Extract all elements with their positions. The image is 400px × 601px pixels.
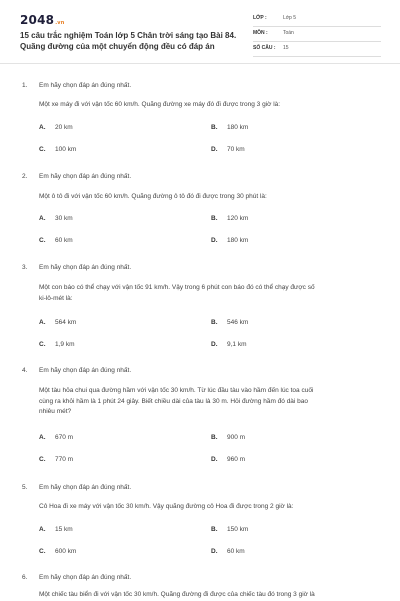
question-instruction: Em hãy chọn đáp án đúng nhất. xyxy=(39,484,132,491)
question-number: 1. xyxy=(22,82,28,89)
meta-value-count: 15 xyxy=(283,45,289,51)
option-d[interactable] xyxy=(211,456,245,463)
option-letter: C. xyxy=(39,456,46,463)
question-text-line: Một con báo có thể chạy với vận tốc 91 km/h. Vậy trong 6 phút con báo đó có thể chạy được số xyxy=(39,284,315,291)
document-title xyxy=(20,31,250,52)
option-letter: A. xyxy=(39,434,46,441)
option-a[interactable] xyxy=(39,526,73,533)
option-text: 9,1 km xyxy=(227,341,247,348)
option-text: 770 m xyxy=(55,456,74,463)
question-text xyxy=(39,502,379,513)
meta-row-grade xyxy=(253,12,381,27)
option-letter: B. xyxy=(211,526,218,533)
option-letter: A. xyxy=(39,319,46,326)
question-instruction: Em hãy chọn đáp án đúng nhất. xyxy=(39,574,132,581)
option-b[interactable] xyxy=(211,124,248,131)
question-text xyxy=(39,590,379,601)
option-letter: D. xyxy=(211,456,218,463)
question-text xyxy=(39,192,379,203)
option-letter: B. xyxy=(211,124,218,131)
option-text: 120 km xyxy=(227,215,249,222)
question-number: 4. xyxy=(22,367,28,374)
option-text: 1,9 km xyxy=(55,341,75,348)
question-text xyxy=(39,283,379,304)
option-text: 564 km xyxy=(55,319,77,326)
option-c[interactable] xyxy=(39,456,73,463)
option-letter: D. xyxy=(211,237,218,244)
site-logo[interactable] xyxy=(20,13,65,27)
question-text xyxy=(39,100,379,111)
question-text-line: Một chiếc tàu biển đi với vận tốc 30 km/h. Quãng đường đi được của chiếc tàu đó trong 3 giờ là xyxy=(39,591,315,598)
question-text-line: Một tàu hỏa chui qua đường hầm với vận tốc 30 km/h. Từ lúc đầu tàu vào hầm đến lúc toa cuối xyxy=(39,387,314,394)
header-divider xyxy=(0,63,400,64)
question-instruction: Em hãy chọn đáp án đúng nhất. xyxy=(39,264,132,271)
option-letter: C. xyxy=(39,237,46,244)
option-text: 30 km xyxy=(55,215,73,222)
logo-main: 2048 xyxy=(20,13,55,27)
question-text-line: nhiêu mét? xyxy=(39,408,72,415)
meta-value-grade: Lớp 5 xyxy=(283,15,297,21)
question-text-line: cùng ra khỏi hầm là 1 phút 24 giây. Biết chiều dài của tàu là 30 m. Hỏi đường hầm đó dài bao xyxy=(39,397,309,405)
option-b[interactable] xyxy=(211,215,248,222)
question-number: 2. xyxy=(22,173,28,180)
question-instruction: Em hãy chọn đáp án đúng nhất. xyxy=(39,173,132,180)
meta-row-count xyxy=(253,42,381,57)
option-letter: B. xyxy=(211,319,218,326)
option-letter: A. xyxy=(39,124,46,131)
option-d[interactable] xyxy=(211,548,245,555)
document-title-line-1: 15 câu trắc nghiệm Toán lớp 5 Chân trời sáng tạo Bài 84. xyxy=(20,31,237,40)
option-letter: D. xyxy=(211,146,218,153)
option-letter: C. xyxy=(39,341,46,348)
option-c[interactable] xyxy=(39,341,75,348)
option-letter: C. xyxy=(39,146,46,153)
question-number: 6. xyxy=(22,574,28,581)
option-text: 100 km xyxy=(55,146,77,153)
option-letter: B. xyxy=(211,215,218,222)
document-header xyxy=(0,0,400,62)
option-a[interactable] xyxy=(39,434,73,441)
option-letter: B. xyxy=(211,434,218,441)
option-text: 960 m xyxy=(227,456,246,463)
option-a[interactable] xyxy=(39,319,76,326)
option-letter: D. xyxy=(211,341,218,348)
meta-label-grade: LỚP : xyxy=(253,15,267,21)
option-text: 670 m xyxy=(55,434,74,441)
meta-value-subject: Toán xyxy=(283,30,294,36)
option-letter: A. xyxy=(39,215,46,222)
option-text: 60 km xyxy=(55,237,73,244)
logo-suffix: .vn xyxy=(55,20,65,26)
option-c[interactable] xyxy=(39,237,73,244)
option-letter: D. xyxy=(211,548,218,555)
option-b[interactable] xyxy=(211,434,245,441)
meta-label-subject: MÔN : xyxy=(253,30,268,36)
option-text: 180 km xyxy=(227,124,249,131)
option-text: 600 km xyxy=(55,548,77,555)
question-text-line: Một ô tô đi với vận tốc 60 km/h. Quãng đường ô tô đó đi được trong 30 phút là: xyxy=(39,193,267,200)
option-d[interactable] xyxy=(211,341,247,348)
option-c[interactable] xyxy=(39,548,76,555)
option-text: 900 m xyxy=(227,434,246,441)
question-text xyxy=(39,386,379,418)
question-instruction: Em hãy chọn đáp án đúng nhất. xyxy=(39,82,132,89)
question-text-line: Cô Hoa đi xe máy với vận tốc 30 km/h. Vậy quãng đường cô Hoa đi được trong 2 giờ là: xyxy=(39,503,294,510)
option-text: 150 km xyxy=(227,526,249,533)
question-number: 5. xyxy=(22,484,28,491)
question-number: 3. xyxy=(22,264,28,271)
option-text: 20 km xyxy=(55,124,73,131)
option-a[interactable] xyxy=(39,124,73,131)
option-b[interactable] xyxy=(211,526,248,533)
option-text: 60 km xyxy=(227,548,245,555)
question-text-line: Một xe máy đi với vận tốc 60 km/h. Quãng đường xe máy đó đi được trong 3 giờ là: xyxy=(39,101,281,108)
option-letter: A. xyxy=(39,526,46,533)
option-text: 546 km xyxy=(227,319,249,326)
option-d[interactable] xyxy=(211,237,248,244)
question-instruction: Em hãy chọn đáp án đúng nhất. xyxy=(39,367,132,374)
option-letter: C. xyxy=(39,548,46,555)
document-title-line-2: Quãng đường của một chuyển động đều có đáp án xyxy=(20,41,215,51)
option-text: 15 km xyxy=(55,526,73,533)
option-c[interactable] xyxy=(39,146,76,153)
option-text: 180 km xyxy=(227,237,249,244)
option-a[interactable] xyxy=(39,215,73,222)
option-d[interactable] xyxy=(211,146,245,153)
option-b[interactable] xyxy=(211,319,248,326)
meta-label-count: SỐ CÂU : xyxy=(253,45,276,51)
question-text-line: ki-lô-mét là: xyxy=(39,294,73,302)
meta-row-subject xyxy=(253,27,381,42)
document-meta xyxy=(253,12,381,57)
option-text: 70 km xyxy=(227,146,245,153)
